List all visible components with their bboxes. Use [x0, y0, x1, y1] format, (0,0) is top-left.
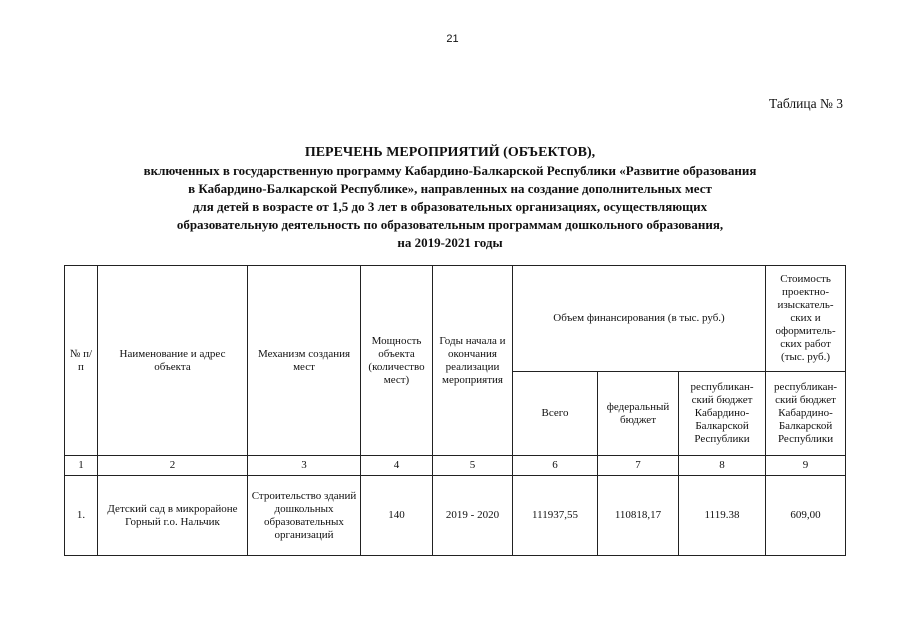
page-number: 21 — [446, 33, 459, 45]
column-number: 7 — [598, 456, 679, 476]
column-number: 4 — [361, 456, 433, 476]
cell-num: 1. — [65, 476, 98, 556]
column-number: 8 — [679, 456, 766, 476]
column-number: 5 — [433, 456, 513, 476]
measures-table — [64, 265, 846, 556]
header-years: Годы начала и окончания реализации мероприятия — [433, 266, 513, 456]
cell-design-cost: 609,00 — [766, 476, 846, 556]
header-name: Наименование и адрес объекта — [98, 266, 248, 456]
title-line: для детей в возрасте от 1,5 до 3 лет в образовательных организациях, осуществляющих — [192, 199, 708, 214]
cell-years: 2019 - 2020 — [433, 476, 513, 556]
column-number: 6 — [513, 456, 598, 476]
title-line: в Кабардино-Балкарской Республике», направленных на создание дополнительных мест — [188, 181, 712, 196]
header-row-top — [65, 266, 846, 372]
title-line: образовательную деятельность по образовательным программам дошкольного образования, — [176, 217, 724, 232]
header-design-cost: Стоимость проектно-изыскатель-ских и оформитель-ских работ (тыс. руб.) — [766, 266, 846, 372]
header-total: Всего — [513, 372, 598, 456]
header-financing: Объем финансирования (в тыс. руб.) — [513, 266, 766, 372]
cell-total: 111937,55 — [513, 476, 598, 556]
cell-mechanism: Строительство зданий дошкольных образовательных организаций — [248, 476, 361, 556]
cell-capacity: 140 — [361, 476, 433, 556]
table-label: Таблица № 3 — [769, 96, 843, 111]
column-number: 2 — [98, 456, 248, 476]
column-number: 1 — [65, 456, 98, 476]
table-row — [65, 476, 846, 556]
column-number: 9 — [766, 456, 846, 476]
header-republic: республикан-ский бюджет Кабардино-Балкарской Республики — [679, 372, 766, 456]
title-line: на 2019-2021 годы — [397, 235, 503, 250]
column-number-row — [65, 456, 846, 476]
document-title — [60, 144, 840, 252]
column-number: 3 — [248, 456, 361, 476]
header-federal: федеральный бюджет — [598, 372, 679, 456]
cell-republic: 1119.38 — [679, 476, 766, 556]
header-mechanism: Механизм создания мест — [248, 266, 361, 456]
header-num: № п/п — [65, 266, 98, 456]
cell-name: Детский сад в микрорайоне Горный г.о. Нальчик — [98, 476, 248, 556]
header-capacity: Мощность объекта (количество мест) — [361, 266, 433, 456]
title-heading: ПЕРЕЧЕНЬ МЕРОПРИЯТИЙ (ОБЪЕКТОВ), — [304, 145, 596, 160]
cell-federal: 110818,17 — [598, 476, 679, 556]
header-republic-design: республикан-ский бюджет Кабардино-Балкарской Республики — [766, 372, 846, 456]
title-line: включенных в государственную программу Кабардино-Балкарской Республики «Развитие образования — [143, 163, 757, 178]
